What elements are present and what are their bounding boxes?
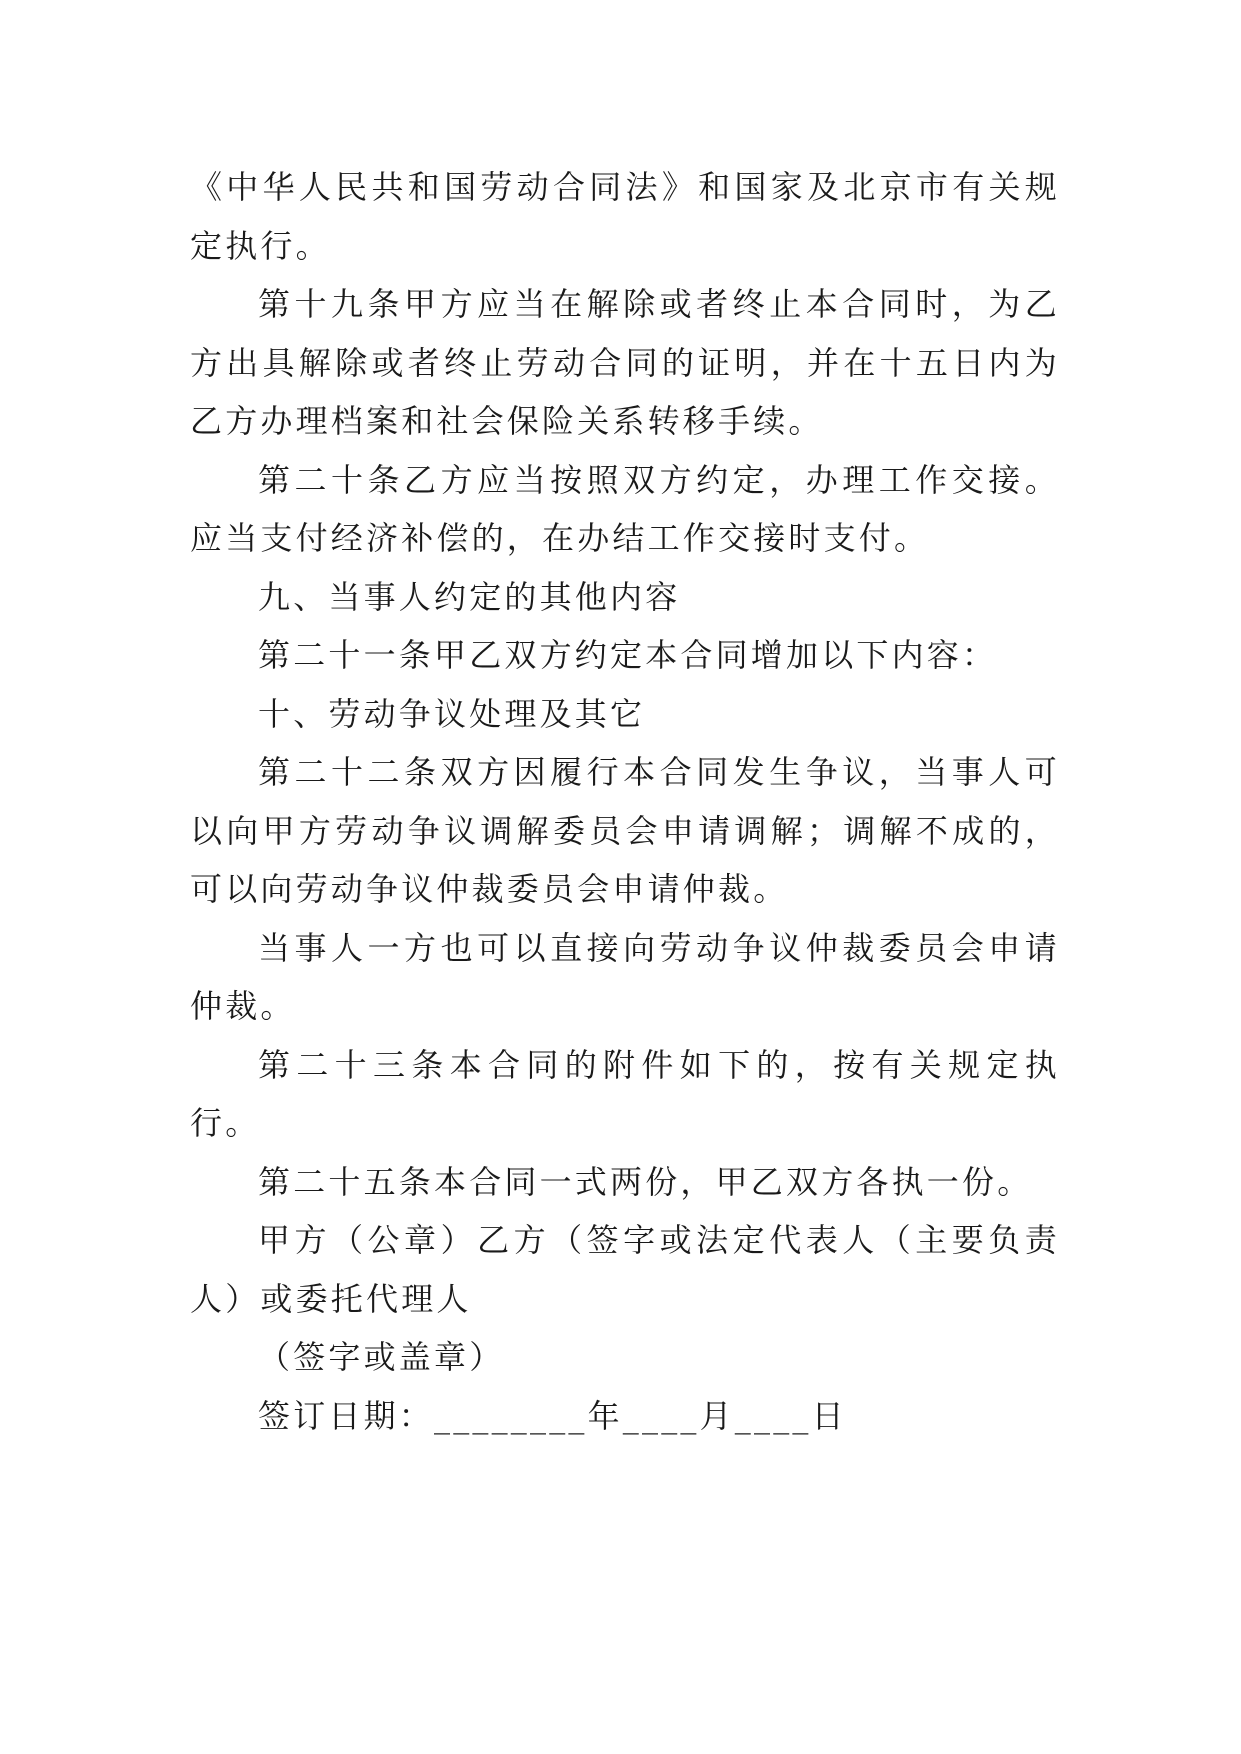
paragraph-article-23: 第二十三条本合同的附件如下的，按有关规定执行。 [190,1045,1060,1142]
section-heading-9: 九、当事人约定的其他内容 [258,577,681,616]
paragraph-law-reference: 《中华人民共和国劳动合同法》和国家及北京市有关规定执行。 [190,168,1060,265]
paragraph-article-19: 第十九条甲方应当在解除或者终止本合同时，为乙方出具解除或者终止劳动合同的证明，并在十五日内为乙方办理档案和社会保险关系转移手续。 [190,285,1060,440]
section-heading-10: 十、劳动争议处理及其它 [258,694,646,733]
signature-parties-line: 甲方（公章）乙方（签字或法定代表人（主要负责人）或委托代理人 [190,1221,1060,1318]
paragraph-article-25: 第二十五条本合同一式两份，甲乙双方各执一份。 [258,1162,1033,1201]
signing-date-line: 签订日期：________年____月____日 [258,1396,847,1435]
paragraph-article-20: 第二十条乙方应当按照双方约定，办理工作交接。应当支付经济补偿的，在办结工作交接时支付。 [190,460,1060,557]
document-body [190,158,1060,1445]
paragraph-direct-arbitration: 当事人一方也可以直接向劳动争议仲裁委员会申请仲裁。 [190,928,1060,1025]
paragraph-article-21: 第二十一条甲乙双方约定本合同增加以下内容： [258,636,998,674]
paragraph-article-22: 第二十二条双方因履行本合同发生争议，当事人可以向甲方劳动争议调解委员会申请调解；调解不成的，可以向劳动争议仲裁委员会申请仲裁。 [190,753,1060,908]
signature-seal-line: （签字或盖章） [258,1338,505,1376]
